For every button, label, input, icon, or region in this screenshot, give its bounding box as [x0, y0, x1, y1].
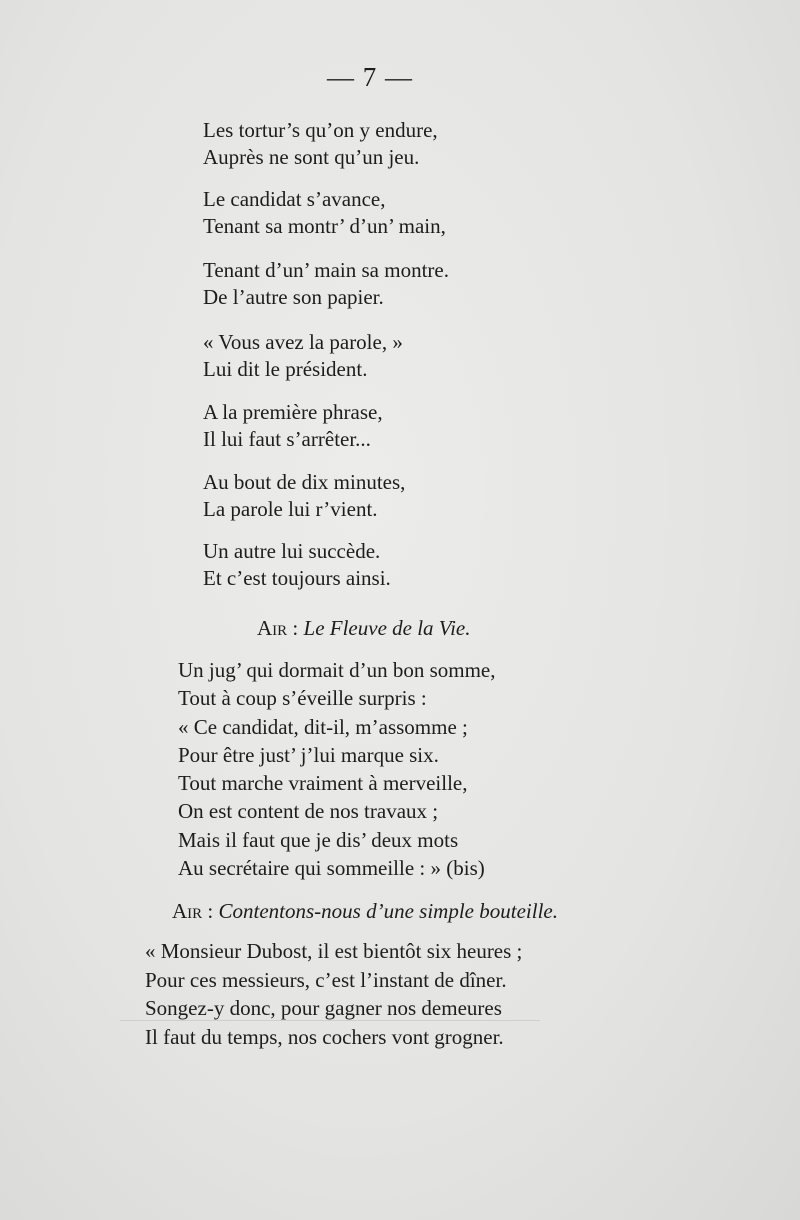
verse-line: Au bout de dix minutes,: [203, 470, 406, 494]
air-label: Air: [172, 899, 203, 923]
verse-line: On est content de nos travaux ;: [178, 799, 439, 824]
verse-line: Pour ces messieurs, c’est l’instant de dîner.: [145, 967, 507, 992]
song-1: [178, 656, 496, 882]
verse-line: Il faut du temps, nos cochers vont grogner.: [145, 1025, 504, 1050]
verse-line: Auprès ne sont qu’un jeu.: [203, 145, 420, 169]
air-heading-1: [257, 615, 470, 642]
verse-line: Tout marche vraiment à merveille,: [178, 771, 468, 796]
verse-line: Un jug’ qui dormait d’un bon somme,: [178, 658, 496, 682]
air-label: Air: [257, 616, 288, 640]
air-tune-name: Contentons-nous d’une simple bouteille.: [218, 899, 558, 923]
stanza-4: [203, 329, 403, 383]
verse-line: La parole lui r’vient.: [203, 497, 378, 521]
verse-line: De l’autre son papier.: [203, 285, 384, 309]
stanza-3: [203, 257, 449, 311]
verse-line: « Ce candidat, dit-il, m’assomme ;: [178, 714, 468, 739]
stanza-6: [203, 469, 405, 523]
stanza-5: [203, 399, 383, 453]
verse-line: Songez-y donc, pour gagner nos demeures: [145, 996, 502, 1021]
faint-rule: [120, 1020, 540, 1021]
song-2: [145, 937, 522, 1052]
verse-line: « Vous avez la parole, »: [203, 330, 403, 354]
verse-line: Mais il faut que je dis’ deux mots: [178, 827, 459, 852]
verse-line: Pour être just’ j’lui marque six.: [178, 742, 439, 767]
air-tune-name: Le Fleuve de la Vie.: [303, 616, 471, 640]
verse-line: « Monsieur Dubost, il est bientôt six heures ;: [145, 939, 523, 963]
air-separator: :: [202, 899, 219, 923]
verse-line: A la première phrase,: [203, 400, 383, 424]
verse-line: Et c’est toujours ainsi.: [203, 566, 391, 590]
page-number: — 7 —: [327, 62, 413, 92]
verse-line: Lui dit le président.: [203, 357, 368, 381]
stanza-1: [203, 117, 438, 171]
verse-line: Tout à coup s’éveille surpris :: [178, 686, 427, 711]
verse-line: Il lui faut s’arrêter...: [203, 427, 371, 451]
stanza-2: [203, 186, 446, 240]
air-separator: :: [287, 616, 304, 640]
stanza-7: [203, 538, 391, 592]
verse-line: Un autre lui succède.: [203, 539, 381, 563]
verse-line: Tenant sa montr’ d’un’ main,: [203, 214, 446, 238]
air-heading-2: [172, 898, 558, 925]
verse-line: Au secrétaire qui sommeille : » (bis): [178, 856, 485, 881]
verse-line: Le candidat s’avance,: [203, 187, 386, 211]
verse-line: Tenant d’un’ main sa montre.: [203, 258, 449, 282]
verse-line: Les tortur’s qu’on y endure,: [203, 118, 438, 142]
